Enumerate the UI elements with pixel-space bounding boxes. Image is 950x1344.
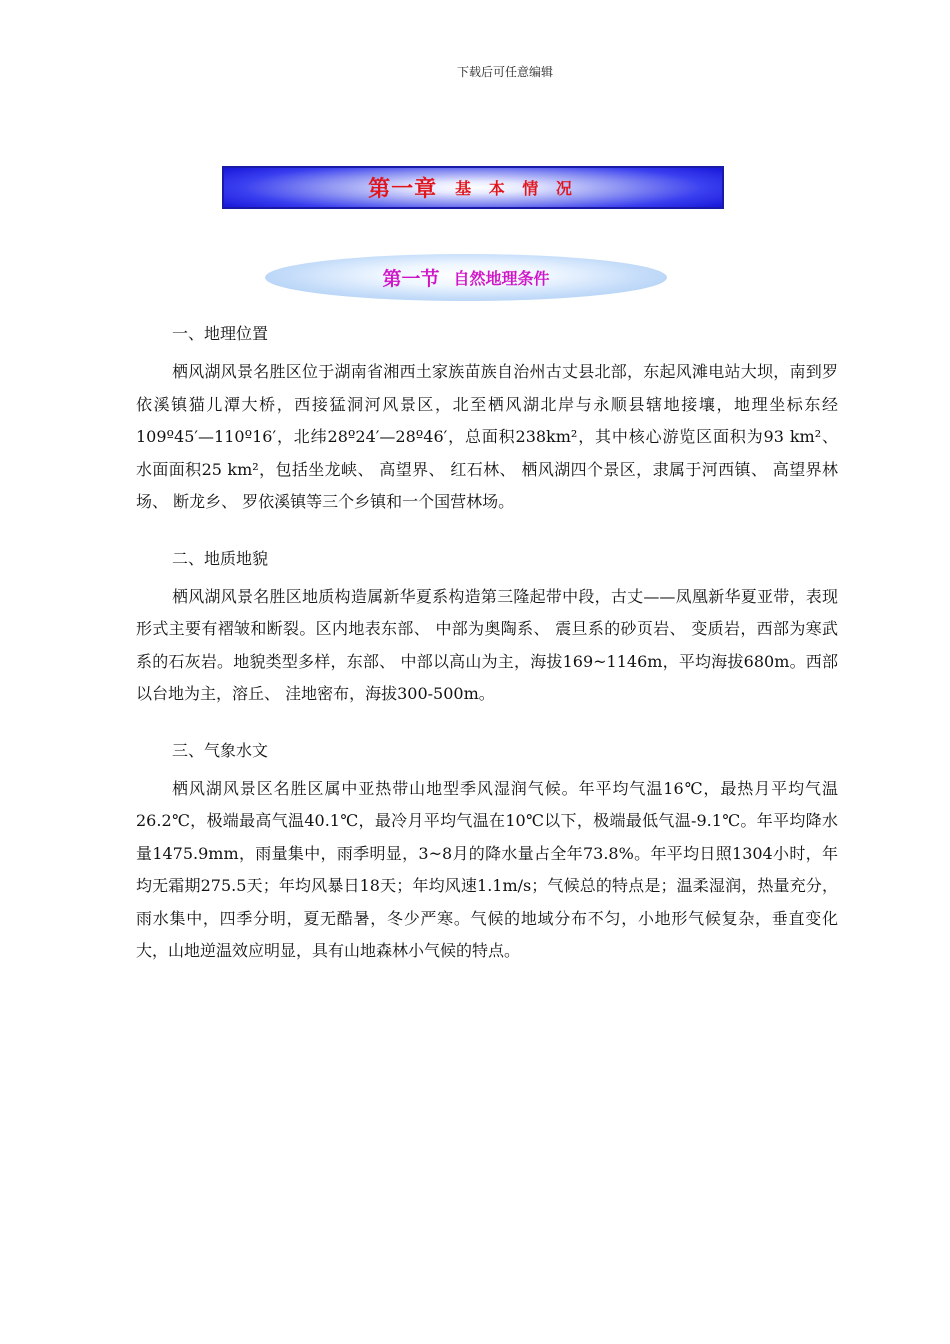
- paragraph-geology: 栖风湖风景名胜区地质构造属新华夏系构造第三隆起带中段，古丈——凤凰新华夏亚带，表现形式主要有褶皱和断裂。区内地表东部、 中部为奥陶系、 震旦系的砂页岩、 变质岩，西部为寒武系的石灰岩。地貌类型多样，东部、 中部以高山为主，海拔169~1146m，平均海拔680m。西部以台地为主，溶丘、 洼地密布，海拔300-500m。: [136, 586, 838, 703]
- section-number: 第一节: [382, 268, 440, 290]
- chapter-number: 第一章: [368, 177, 438, 202]
- paragraph-climate: 栖风湖风景区名胜区属中亚热带山地型季风湿润气候。年平均气温16℃，最热月平均气温26.2℃，极端最高气温40.1℃，最冷月平均气温在10℃以下，极端最低气温-9.1℃。年平均降水量1475.9mm，雨量集中，雨季明显，3~8月的降水量占全年73.8%。年平均日照1304小时，年均无霜期275.5天；年均风暴日18天；年均风速1.1m/s；气候总的特点是；温柔湿润，热量充分，雨水集中，四季分明，夏无酷暑，冬少严寒。气候的地域分布不匀，小地形气候复杂，垂直变化大，山地逆温效应明显，具有山地森林小气候的特点。: [136, 778, 838, 960]
- subsection-heading-climate: 三、气象水文: [172, 740, 269, 760]
- chapter-banner: [222, 166, 724, 209]
- chapter-title: 基 本 情 况: [455, 179, 578, 198]
- header-note: 下载后可任意编辑: [456, 65, 553, 79]
- section-title: 自然地理条件: [453, 269, 550, 288]
- section-banner: [265, 254, 667, 301]
- subsection-heading-geology: 二、地质地貌: [172, 548, 269, 568]
- paragraph-location: 栖风湖风景名胜区位于湖南省湘西土家族苗族自治州古丈县北部，东起风滩电站大坝，南到罗依溪镇猫儿潭大桥，西接猛洞河风景区，北至栖风湖北岸与永顺县辖地接壤，地理坐标东经109º45′—110º16′，北纬28º24′—28º46′，总面积238km²，其中核心游览区面积为93 km²、 水面面积25 km²，包括坐龙峡、 高望界、 红石林、 栖风湖四个景区，隶属于河西镇、 高望界林场、 断龙乡、 罗依溪镇等三个乡镇和一个国营林场。: [136, 362, 838, 511]
- document-body: [136, 318, 838, 968]
- subsection-heading-location: 一、地理位置: [172, 324, 269, 343]
